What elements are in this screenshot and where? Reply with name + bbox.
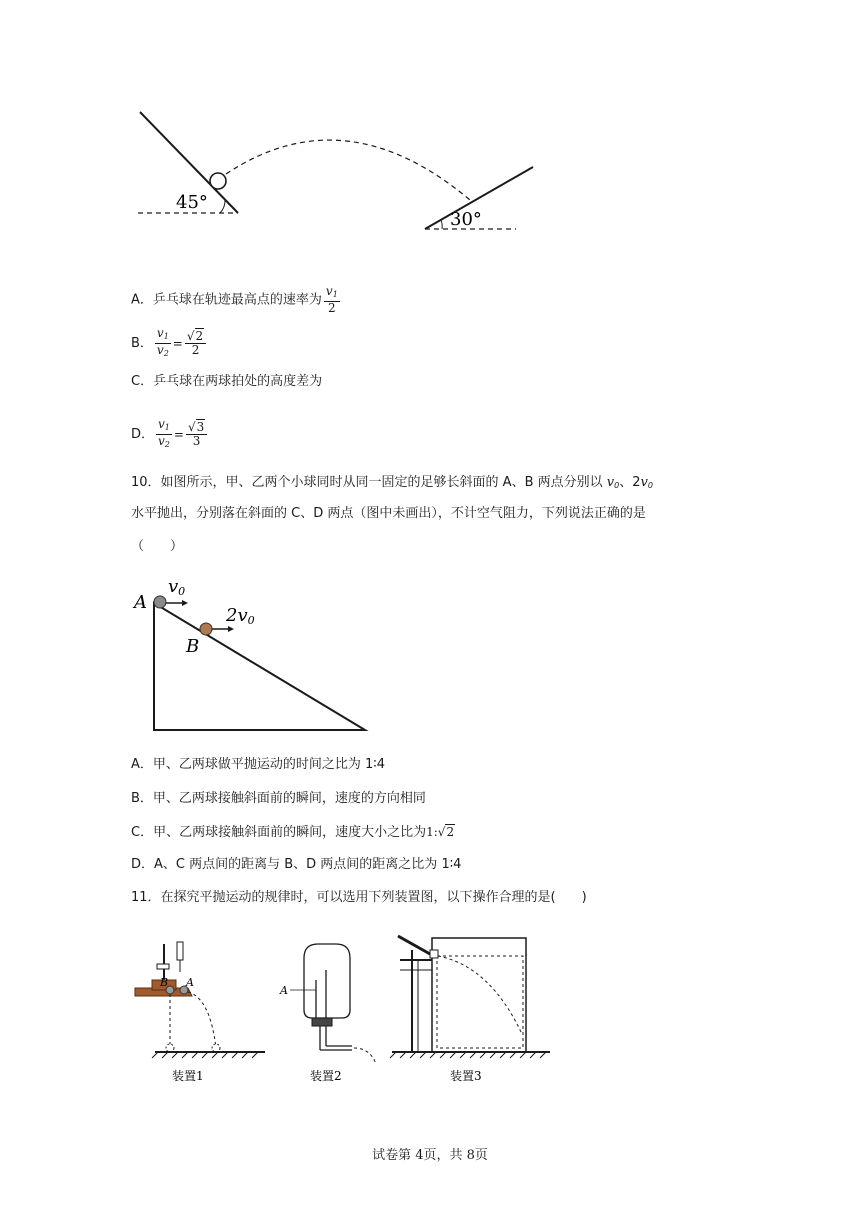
q9-option-a — [131, 285, 342, 315]
angle-45-label: 45° — [176, 192, 208, 213]
q9-option-d-letter: D． — [131, 427, 155, 442]
device-3-label: 装置3 — [450, 1069, 482, 1083]
paddle-trajectory-figure — [130, 100, 540, 240]
left-angle-arc — [220, 200, 225, 213]
device-1-label: 装置1 — [172, 1069, 204, 1083]
incline-triangle — [154, 603, 365, 730]
q11-stem: 11．在探究平抛运动的规律时，可以选用下列装置图，以下操作合理的是( ) — [131, 890, 587, 905]
device-3 — [390, 936, 550, 1083]
q10-option-d: D．A、C 两点间的距离与 B、D 两点间的距离之比为 1∶4 — [131, 857, 462, 872]
label-b: B — [186, 636, 200, 657]
q10-option-c-ratio: 1:√2 — [426, 825, 455, 839]
q10-option-b: B．甲、乙两球接触斜面前的瞬间，速度的方向相同 — [131, 791, 426, 806]
q10-stem-line1: 10．如图所示，甲、乙两个小球同时从同一固定的足够长斜面的 A、B 两点分别以 $v_0$、$2v_0$ — [131, 475, 653, 490]
label-2v0: 2v0 — [226, 605, 255, 627]
page-footer: 试卷第 4页，共 8页 — [372, 1148, 488, 1163]
q9-option-b-lhs: $\frac{v_1}{v_2}$ — [156, 326, 169, 358]
angle-30-label: 30° — [450, 209, 482, 230]
q10-stem-line2: 水平抛出，分别落在斜面的 C、D 两点（图中未画出），不计空气阻力，下列说法正确的是 — [131, 506, 646, 521]
incline-figure — [130, 570, 380, 735]
svg-text:A: A — [186, 976, 194, 989]
q9-option-a-fraction: $\frac{v_1}{2}$ — [325, 284, 338, 315]
ping-pong-ball — [210, 173, 226, 189]
q9-option-c-letter: C． — [131, 374, 154, 389]
device-2-label: 装置2 — [310, 1069, 342, 1083]
arrowhead-v0 — [182, 600, 188, 606]
q9-option-d: D． $\frac{v_1}{v_2}$ = $\frac{√3}{3}$ — [131, 418, 209, 451]
label-a: A — [134, 592, 147, 613]
trajectory-dashed — [226, 140, 470, 200]
q9-option-b-rhs: $\frac{√2}{2}$ — [185, 330, 206, 357]
q9-option-a-letter: A． — [131, 292, 153, 308]
q10-stem-line3: （ ） — [131, 539, 184, 554]
q9-option-b: B． $\frac{v_1}{v_2}$ = $\frac{√2}{2}$ — [131, 327, 208, 360]
devices-figure — [130, 930, 570, 1090]
arrowhead-2v0 — [228, 626, 234, 632]
q9-option-a-text: 乒乓球在轨迹最高点的速率为 — [152, 292, 322, 308]
q9-option-c-text: 乒乓球在两球拍处的高度差为 — [153, 374, 323, 389]
q9-option-d-lhs: $\frac{v_1}{v_2}$ — [158, 417, 170, 449]
q9-option-b-letter: B． — [131, 336, 153, 351]
ball-b — [200, 623, 212, 635]
ball-a — [154, 596, 166, 608]
right-angle-arc — [441, 220, 442, 229]
svg-text:A: A — [280, 984, 288, 997]
q9-option-d-rhs: $\frac{√3}{3}$ — [186, 421, 207, 448]
device-2 — [279, 944, 376, 1083]
svg-text:B: B — [160, 976, 169, 989]
q10-option-a: A．甲、乙两球做平抛运动的时间之比为 1∶4 — [131, 757, 385, 772]
q9-option-c — [131, 372, 322, 392]
device-1 — [135, 942, 265, 1083]
q10-option-c: C．甲、乙两球接触斜面前的瞬间，速度大小之比为1:√2 — [131, 825, 455, 840]
label-v0: v0 — [168, 576, 186, 598]
